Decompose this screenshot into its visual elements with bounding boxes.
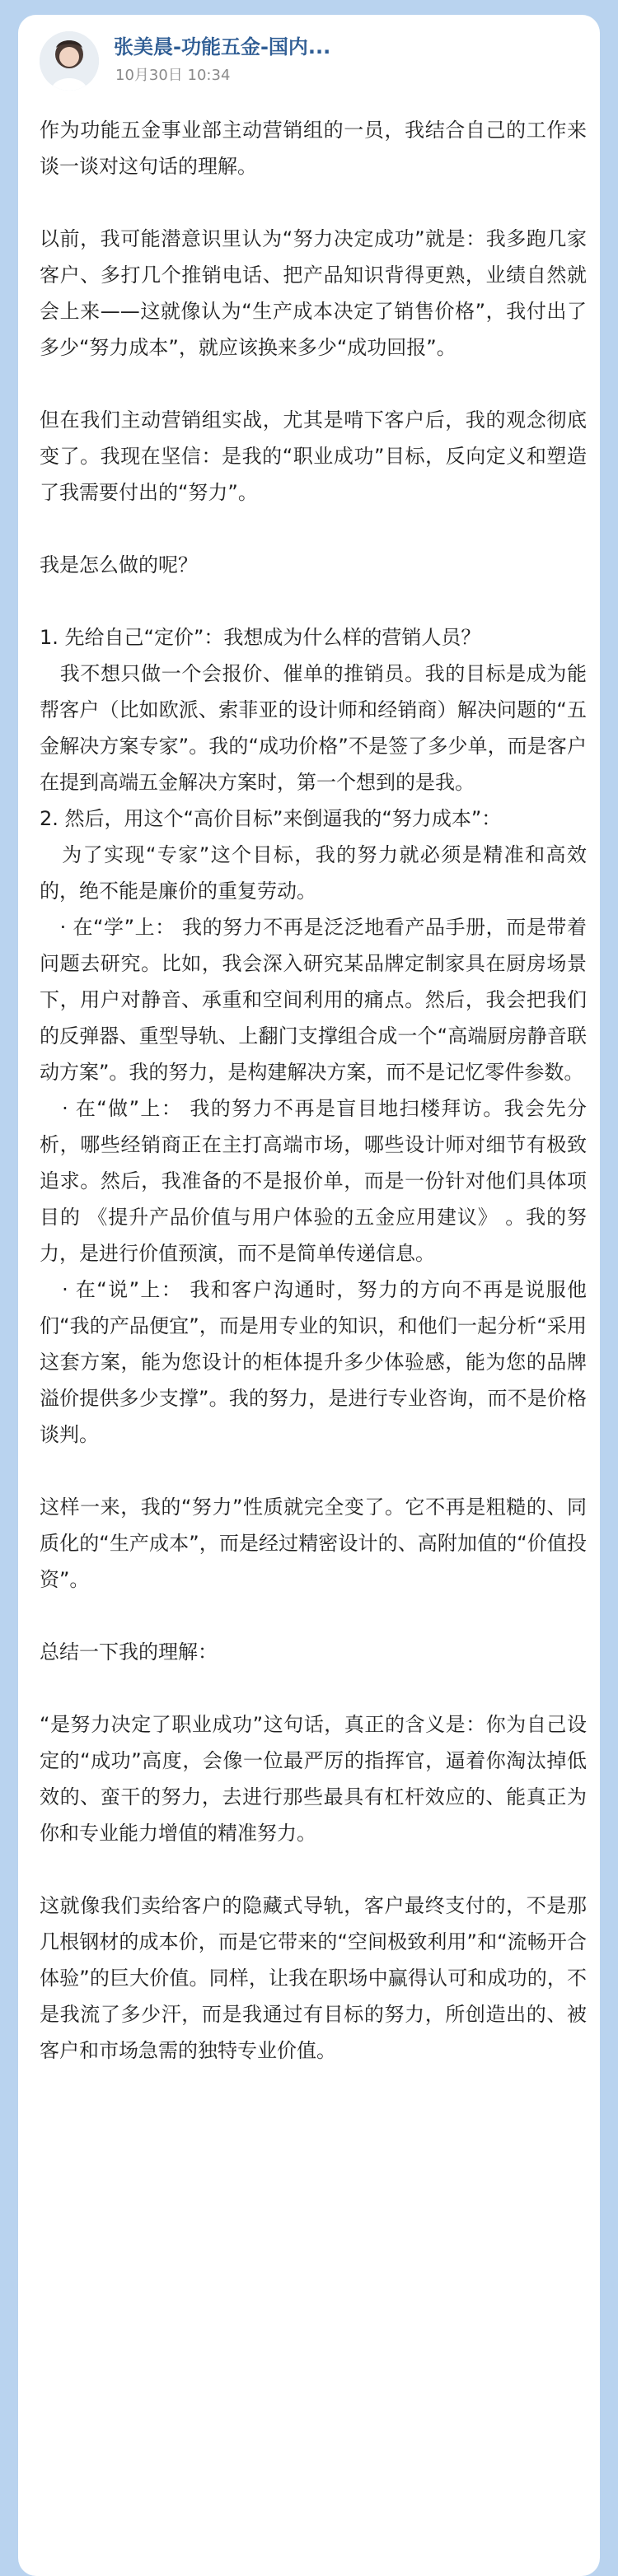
paragraph: 作为功能五金事业部主动营销组的一员，我结合自己的工作来谈一谈对这句话的理解。 — [40, 119, 587, 178]
author-name[interactable]: 张美晨-功能五金-国内... — [114, 35, 331, 58]
paragraph: 这就像我们卖给客户的隐藏式导轨，客户最终支付的，不是那几根钢材的成本价，而是它带来的“空间极致利用”和“流畅开合体验”的巨大价值。同样，让我在职场中赢得认可和成功的，不是我流了多少汗，而是我通过有目标的努力，所创造出的、被客户和市场急需的独特专业价值。 — [40, 1894, 587, 2062]
post-card — [18, 15, 600, 2576]
avatar-photo-icon — [40, 31, 99, 91]
avatar[interactable] — [40, 31, 99, 91]
paragraph: “是努力决定了职业成功”这句话，真正的含义是：你为自己设定的“成功”高度，会像一位最严厉的指挥官，逼着你淘汰掉低效的、蛮干的努力，去进行那些最具有杠杆效应的、能真正为你和专业能力增值的精准努力。 — [40, 1713, 587, 1845]
paragraph: 总结一下我的理解： — [40, 1640, 218, 1664]
paragraph: 这样一来，我的“努力”性质就完全变了。它不再是粗糙的、同质化的“生产成本”，而是经过精密设计的、高附加值的“价值投资”。 — [40, 1496, 587, 1591]
post-content — [40, 112, 587, 2069]
paragraph: 1. 先给自己“定价”：我想成为什么样的营销人员？ 我不想只做一个会报价、催单的推销员。我的目标是成为能帮客户（比如欧派、索菲亚的设计师和经销商）解决问题的“五金解决方案专家”。我的“成功价格”不是签了多少单，而是客户在提到高端五金解决方案时，第一个想到的是我。 2. 然后，用这个“高价目标”来倒逼我的“努力成本”： 为了实现“专家”这个目标，我的努力就必须是精准和高效的，绝不能是廉价的重复劳动。 · 在“学”上： 我的努力不再是泛泛地看产品手册，而是带着问题去研究。比如，我会深入研究某品牌定制家具在厨房场景下，用户对静音、承重和空间利用的痛点。然后，我会把我们的反弹器、重型导轨、上翻门支撑组合成一个“高端厨房静音联动方案”。我的努力，是构建解决方案，而不是记忆零件参数。 · 在“做”上： 我的努力不再是盲目地扫楼拜访。我会先分析，哪些经销商正在主打高端市场，哪些设计师对细节有极致追求。然后，我准备的不是报价单，而是一份针对他们具体项目的 《提升产品价值与用户体验的五金应用建议》 。我的努力，是进行价值预演，而不是简单传递信息。 · 在“说”上： 我和客户沟通时，努力的方向不再是说服他们“我的产品便宜”，而是用专业的知识，和他们一起分析“采用这套方案，能为您设计的柜体提升多少体验感，能为您的品牌溢价提供多少支撑”。我的努力，是进行专业咨询，而不是价格谈判。 — [40, 626, 588, 1446]
paragraph: 我是怎么做的呢？ — [40, 553, 198, 576]
paragraph: 但在我们主动营销组实战，尤其是啃下客户后，我的观念彻底变了。我现在坚信：是我的“职业成功”目标，反向定义和塑造了我需要付出的“努力”。 — [40, 408, 587, 504]
post-time: 10月30日 10:34 — [115, 67, 231, 84]
paragraph: 以前，我可能潜意识里认为“努力决定成功”就是：我多跑几家客户、多打几个推销电话、把产品知识背得更熟，业绩自然就会上来——这就像认为“生产成本决定了销售价格”，我付出了多少“努力成本”，就应该换来多少“成功回报”。 — [40, 227, 587, 359]
post-header — [40, 30, 583, 96]
